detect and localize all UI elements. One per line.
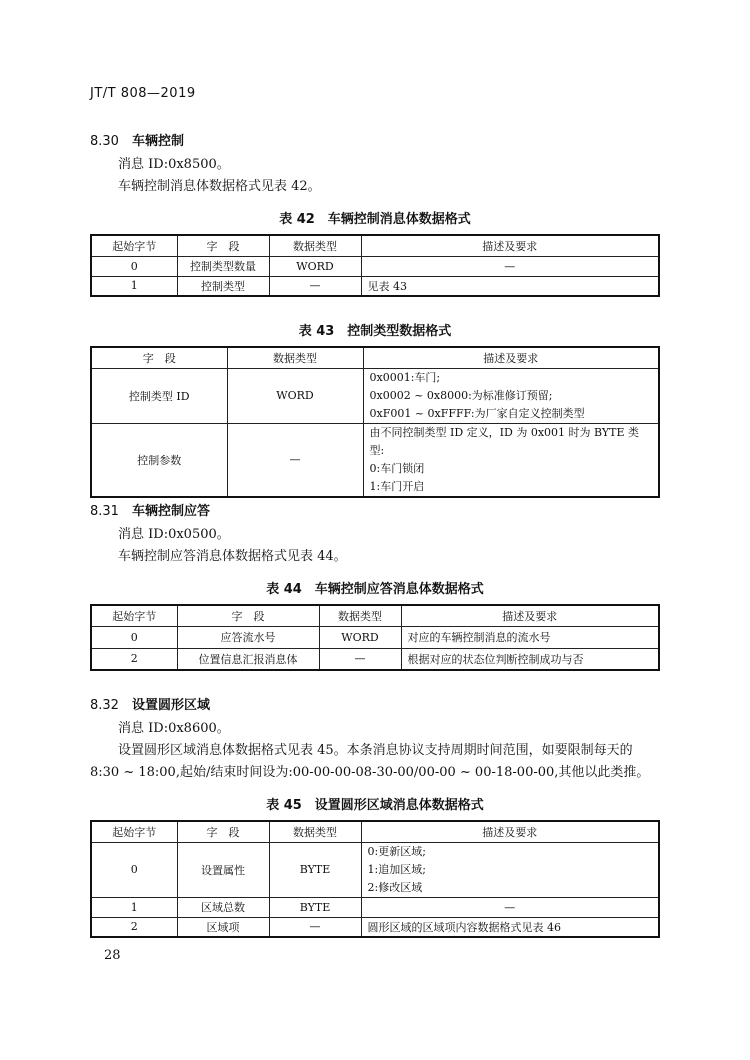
- section-8-31-line-1: 消息 ID:0x0500。: [118, 527, 230, 542]
- desc-line: 0:更新区域;: [367, 844, 426, 858]
- table-row: [91, 423, 659, 497]
- table-cell: 控制类型数量: [177, 256, 269, 276]
- table-cell: [361, 842, 659, 897]
- table-cell: [363, 368, 659, 423]
- section-8-32-paragraph: 设置圆形区域消息体数据格式见表 45。本条消息协议支持周期时间范围，如要限制每天的 8:30 ~ 18:00,起始/结束时间设为:00-00-00-08-30-00/00-00 ~ 00-18-00-00,其他以此类推。: [90, 743, 650, 780]
- section-title: 车辆控制: [132, 134, 185, 149]
- table-cell: —: [269, 917, 361, 937]
- table-cell: 根据对应的状态位判断控制成功与否: [401, 648, 659, 670]
- desc-line: 2:修改区域: [367, 880, 423, 894]
- desc-line: 由不同控制类型 ID 定义，ID 为 0x001 时为 BYTE 类型:: [369, 425, 640, 457]
- table-44-caption: 表 44 车辆控制应答消息体数据格式: [266, 582, 484, 597]
- desc-line: 1:追加区域;: [367, 862, 426, 876]
- header-cell: 数据类型: [319, 605, 401, 626]
- table-cell: 0: [91, 626, 177, 648]
- header-cell: 起始字节: [91, 235, 177, 256]
- table-cell: 0: [91, 842, 177, 897]
- header-cell: 描述及要求: [401, 605, 659, 626]
- table-cell: —: [227, 423, 363, 497]
- section-8-30-line-1: 消息 ID:0x8500。: [118, 157, 230, 172]
- table-cell: BYTE: [269, 842, 361, 897]
- table-header-row: [91, 821, 659, 842]
- table-cell: 0: [91, 256, 177, 276]
- table-cell: 2: [91, 917, 177, 937]
- table-cell: 区域总数: [177, 897, 269, 917]
- section-8-30-line-2: 车辆控制消息体数据格式见表 42。: [118, 179, 321, 194]
- table-42-caption: 表 42 车辆控制消息体数据格式: [279, 212, 471, 227]
- table-cell: 1: [91, 897, 177, 917]
- section-title: 设置圆形区域: [132, 698, 211, 713]
- table-cell: 圆形区域的区域项内容数据格式见表 46: [361, 917, 659, 937]
- header-cell: 字 段: [177, 605, 319, 626]
- header-cell: 字 段: [177, 235, 269, 256]
- table-cell: 位置信息汇报消息体: [177, 648, 319, 670]
- table-row: [91, 917, 659, 937]
- table-row: [91, 276, 659, 296]
- desc-line: 0xF001 ~ 0xFFFF:为厂家自定义控制类型: [369, 406, 585, 420]
- header-cell: 起始字节: [91, 605, 177, 626]
- table-cell: BYTE: [269, 897, 361, 917]
- table-cell: 应答流水号: [177, 626, 319, 648]
- table-cell: —: [269, 276, 361, 296]
- header-cell: 字 段: [177, 821, 269, 842]
- page-number: 28: [104, 948, 121, 963]
- section-8-31-line-2: 车辆控制应答消息体数据格式见表 44。: [118, 549, 347, 564]
- table-cell: 1: [91, 276, 177, 296]
- table-cell: —: [319, 648, 401, 670]
- header-cell: 数据类型: [227, 347, 363, 368]
- table-cell: 区域项: [177, 917, 269, 937]
- desc-line: 0:车门锁闭: [369, 461, 425, 475]
- table-header-row: [91, 347, 659, 368]
- table-cell: 见表 43: [361, 276, 659, 296]
- header-cell: 字 段: [91, 347, 227, 368]
- table-cell: 对应的车辆控制消息的流水号: [401, 626, 659, 648]
- section-8-30-heading: [90, 130, 184, 149]
- header-cell: 起始字节: [91, 821, 177, 842]
- table-cell: WORD: [269, 256, 361, 276]
- section-number: 8.30: [90, 134, 119, 149]
- header-cell: 描述及要求: [363, 347, 659, 368]
- section-number: 8.32: [90, 698, 119, 713]
- table-row: [91, 842, 659, 897]
- table-42: [90, 234, 660, 297]
- section-8-32-line-1: 消息 ID:0x8600。: [118, 721, 230, 736]
- table-cell: 控制参数: [91, 423, 227, 497]
- desc-line: 0x0001:车门;: [369, 370, 441, 384]
- table-cell: 控制类型 ID: [91, 368, 227, 423]
- header-cell: 数据类型: [269, 821, 361, 842]
- table-43-caption: 表 43 控制类型数据格式: [298, 324, 452, 339]
- section-8-31-heading: [90, 500, 210, 519]
- header-cell: 数据类型: [269, 235, 361, 256]
- table-cell: [363, 423, 659, 497]
- section-8-32-heading: [90, 694, 210, 713]
- desc-line: 1:车门开启: [369, 479, 425, 493]
- header-cell: 描述及要求: [361, 821, 659, 842]
- table-cell: WORD: [319, 626, 401, 648]
- section-number: 8.31: [90, 504, 119, 519]
- header-cell: 描述及要求: [361, 235, 659, 256]
- table-cell: 2: [91, 648, 177, 670]
- table-cell: WORD: [227, 368, 363, 423]
- table-row: [91, 648, 659, 670]
- section-title: 车辆控制应答: [132, 504, 211, 519]
- table-row: [91, 626, 659, 648]
- table-cell: 设置属性: [177, 842, 269, 897]
- table-row: [91, 368, 659, 423]
- table-cell: —: [361, 256, 659, 276]
- table-43: [90, 346, 660, 498]
- standard-header: JT/T 808—2019: [90, 86, 196, 101]
- table-45: [90, 820, 660, 938]
- table-row: [91, 256, 659, 276]
- table-cell: —: [361, 897, 659, 917]
- table-45-caption: 表 45 设置圆形区域消息体数据格式: [266, 798, 484, 813]
- table-cell: 控制类型: [177, 276, 269, 296]
- table-row: [91, 897, 659, 917]
- table-header-row: [91, 235, 659, 256]
- table-header-row: [91, 605, 659, 626]
- table-44: [90, 604, 660, 671]
- desc-line: 0x0002 ~ 0x8000:为标准修订预留;: [369, 388, 553, 402]
